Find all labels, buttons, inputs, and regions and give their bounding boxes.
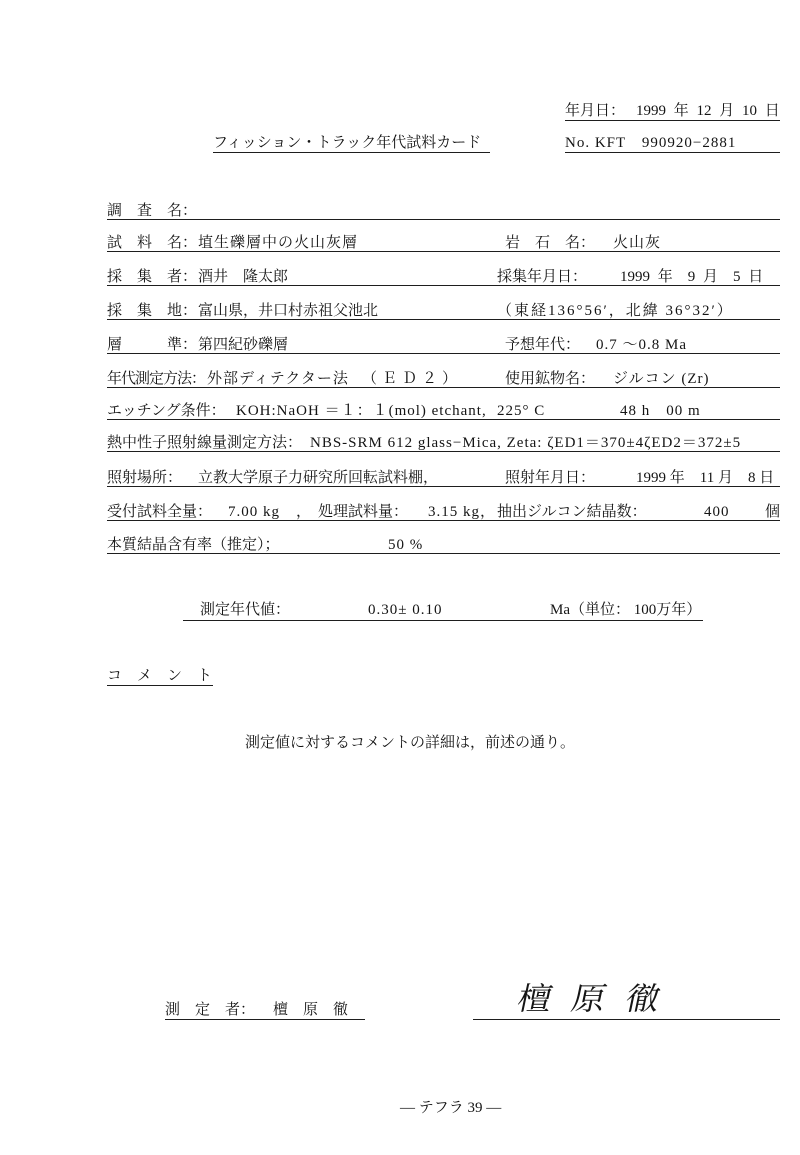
row-underline: [107, 419, 780, 420]
sample-name-label: 試 料 名：: [107, 235, 198, 251]
irradiation-date-label: 照射年月日：: [505, 470, 596, 486]
measurer-underline: [165, 1019, 365, 1020]
row-dating-method: [0, 370, 800, 390]
dosimetry-label: 熱中性子照射線量測定方法：: [107, 435, 303, 451]
processed-amount-label: 処理試料量：: [318, 504, 409, 520]
row-collector: [0, 268, 800, 288]
signature-underline: [473, 1019, 780, 1020]
card-number-underline: [565, 152, 780, 153]
comment-heading-underline: [107, 685, 213, 686]
crystal-ratio-value: 50 %: [388, 537, 424, 553]
etching-label: エッチング条件：: [107, 403, 226, 419]
dating-method-label: 年代測定方法：: [107, 371, 206, 387]
sample-total-label: 受付試料全量：: [107, 504, 213, 520]
survey-name-label: 調 査 名：: [107, 203, 198, 219]
collection-date-value: 1999 年 9 月 5 日: [620, 269, 764, 285]
header-title-row: [0, 134, 800, 154]
measurer-label: 測 定 者：: [165, 1002, 256, 1018]
etching-duration: 48 h 00 m: [620, 403, 701, 419]
handwritten-signature: 檀原徹: [514, 981, 684, 1018]
date-value: 1999 年 12 月 10 日: [636, 103, 780, 119]
irradiation-site-value: 立教大学原子力研究所回転試料棚，: [198, 470, 439, 486]
header-date-row: [0, 102, 800, 122]
comment-heading: コ メ ン ト: [107, 668, 213, 684]
row-underline: [107, 387, 780, 388]
expected-age-label: 予想年代：: [505, 337, 581, 353]
mineral-value: ジルコン (Zr): [613, 371, 710, 387]
collector-label: 採 集 者：: [107, 269, 198, 285]
sample-total-value: 7.00 kg ，: [228, 504, 313, 520]
etching-temperature: 225° C: [497, 403, 546, 419]
row-underline: [107, 219, 780, 220]
collection-date-label: 採集年月日：: [497, 269, 588, 285]
irradiation-date-value: 1999 年 11 月 8 日: [636, 470, 775, 486]
row-survey-name: [0, 202, 800, 222]
horizon-label: 層 準：: [107, 337, 198, 353]
measurer-name: 檀 原 徹: [273, 1002, 349, 1018]
row-underline: [107, 285, 780, 286]
row-collection-site: [0, 302, 800, 322]
card-number: No. KFT 990920−2881: [565, 135, 737, 151]
dating-method-code: （ＥＤ２）: [362, 371, 463, 387]
date-underline: [565, 120, 780, 121]
dosimetry-value: NBS-SRM 612 glass−Mica, Zeta: ζED1＝370±4ζED2＝372±5: [310, 435, 742, 451]
row-etching: [0, 402, 800, 422]
irradiation-site-label: 照射場所：: [107, 470, 183, 486]
dating-method-value: 外部ディテクター法: [207, 371, 349, 387]
row-irradiation: [0, 469, 800, 489]
result-underline: [183, 620, 703, 621]
horizon-value: 第四紀砂礫層: [198, 337, 289, 353]
footer-row: [0, 1099, 800, 1119]
rock-name-label: 岩 石 名：: [505, 235, 596, 251]
row-underline: [107, 319, 780, 320]
result-unit: Ma（単位： 100万年）: [550, 602, 702, 618]
coordinates-value: （東経136°56′，北緯 36°32′）: [497, 303, 734, 319]
measurer-row: [0, 1001, 800, 1021]
etching-value: KOH:NaOH ＝１：１(mol) etchant,: [236, 403, 487, 419]
rock-name-value: 火山灰: [613, 235, 662, 251]
collection-site-label: 採 集 地：: [107, 303, 198, 319]
page-footer: — テフラ 39 —: [400, 1100, 502, 1116]
comment-heading-row: [0, 667, 800, 687]
row-underline: [107, 251, 780, 252]
zircon-count-value: 400: [704, 504, 730, 520]
row-sample-amounts: [0, 503, 800, 523]
collector-value: 酒井 隆太郎: [198, 269, 289, 285]
row-underline: [107, 486, 780, 487]
result-label: 測定年代値：: [200, 602, 291, 618]
comment-body-row: [0, 734, 800, 754]
row-horizon: [0, 336, 800, 356]
row-dosimetry: [0, 434, 800, 454]
row-crystal-ratio: [0, 536, 800, 556]
date-label: 年月日：: [565, 103, 626, 119]
comment-text: 測定値に対するコメントの詳細は，前述の通り。: [245, 735, 576, 751]
row-underline: [107, 451, 780, 452]
row-sample-name: [0, 234, 800, 254]
row-underline: [107, 553, 780, 554]
crystal-ratio-label: 本質結晶含有率（推定）；: [107, 537, 280, 553]
mineral-label: 使用鉱物名：: [505, 371, 596, 387]
zircon-count-label: 抽出ジルコン結晶数：: [497, 504, 647, 520]
zircon-count-unit: 個: [765, 504, 781, 520]
row-underline: [107, 520, 780, 521]
result-row: [0, 601, 800, 621]
processed-amount-value: 3.15 kg，: [428, 504, 497, 520]
collection-site-value: 富山県，井口村赤祖父池北: [198, 303, 379, 319]
sample-name-value: 埴生礫層中の火山灰層: [198, 235, 359, 251]
title-underline: [213, 152, 490, 153]
card-title: フィッション・トラック年代試料カード: [213, 135, 482, 151]
result-value: 0.30± 0.10: [368, 602, 443, 618]
row-underline: [107, 353, 780, 354]
expected-age-value: 0.7 ～0.8 Ma: [596, 337, 687, 353]
